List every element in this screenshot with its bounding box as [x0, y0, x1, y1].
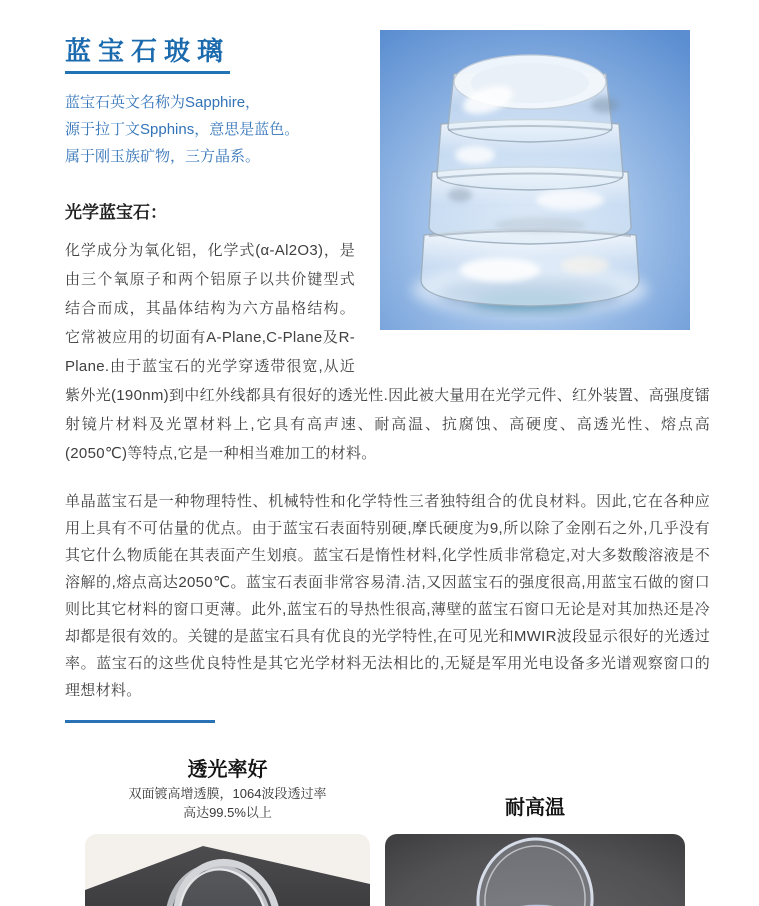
section-divider	[65, 720, 215, 723]
paragraph-optical-sapphire: 化学成分为氧化铝，化学式(α-Al2O3)，是由三个氧原子和两个铝原子以共价键型式结合而成，其晶体结构为六方晶格结构。它常被应用的切面有A-Plane,C-Plane及R-Plane.由于蓝宝石的光学穿透带很宽,从近紫外光(190nm)到中红外线都具有很好的透光性.因此被大量用在光学元件、红外装置、高强度镭射镜片材料及光罩材料上,它具有高声速、耐高温、抗腐蚀、高硬度、高透光性、熔点高(2050℃)等特点,它是一种相当难加工的材料。	[65, 241, 710, 462]
feature-caption	[85, 757, 370, 821]
paragraph-single-crystal: 单晶蓝宝石是一种物理特性、机械特性和化学特性三者独特组合的优良材料。因此,它在各种应用上具有不可估量的优点。由于蓝宝石表面特别硬,摩氏硬度为9,所以除了金刚石之外,几乎没有其它什么物质能在其表面产生划痕。蓝宝石是惰性材料,化学性质非常稳定,对大多数酸溶液是不溶解的,熔点高达2050℃。蓝宝石表面非常容易清.洁,又因蓝宝石的强度很高,用蓝宝石做的窗口则比其它材料的窗口更薄。此外,蓝宝石的导热性很高,薄壁的蓝宝石窗口无论是对其加热还是冷却都是很有效的。关键的是蓝宝石具有优良的光学特性,在可见光和MWIR波段显示很好的光透过率。蓝宝石的这些优良特性是其它光学材料无法相比的,无疑是军用光电设备多光谱观察窗口的理想材料。	[65, 492, 710, 699]
sapphire-window-photo	[385, 834, 685, 906]
feature-caption	[385, 757, 685, 821]
feature-section	[85, 757, 710, 906]
feature-subtitle-line-1: 双面镀高增透膜，1064波段透过率	[128, 785, 327, 801]
feature-title-transmittance: 透光率好	[187, 758, 268, 781]
sapphire-lens-illustration	[85, 834, 370, 906]
feature-subtitle-line-2: 高达99.5%以上	[183, 804, 272, 820]
feature-heat-resistance	[385, 757, 685, 906]
intro-line-1: 蓝宝石英文名称为Sapphire，	[65, 93, 261, 111]
sapphire-crystal-illustration	[380, 30, 690, 330]
feature-title-heat-resistance: 耐高温	[505, 796, 565, 819]
page-title: 蓝宝石玻璃	[65, 37, 230, 74]
feature-transmittance	[85, 757, 370, 906]
sapphire-window-illustration	[385, 834, 685, 906]
sapphire-lens-laser-photo	[85, 834, 370, 906]
intro-line-2: 源于拉丁文Spphins，意思是蓝色。	[65, 120, 300, 138]
sapphire-crystal-photo	[380, 30, 690, 330]
section-heading: 光学蓝宝石：	[65, 202, 167, 222]
intro-line-3: 属于刚玉族矿物，三方晶系。	[65, 147, 261, 165]
